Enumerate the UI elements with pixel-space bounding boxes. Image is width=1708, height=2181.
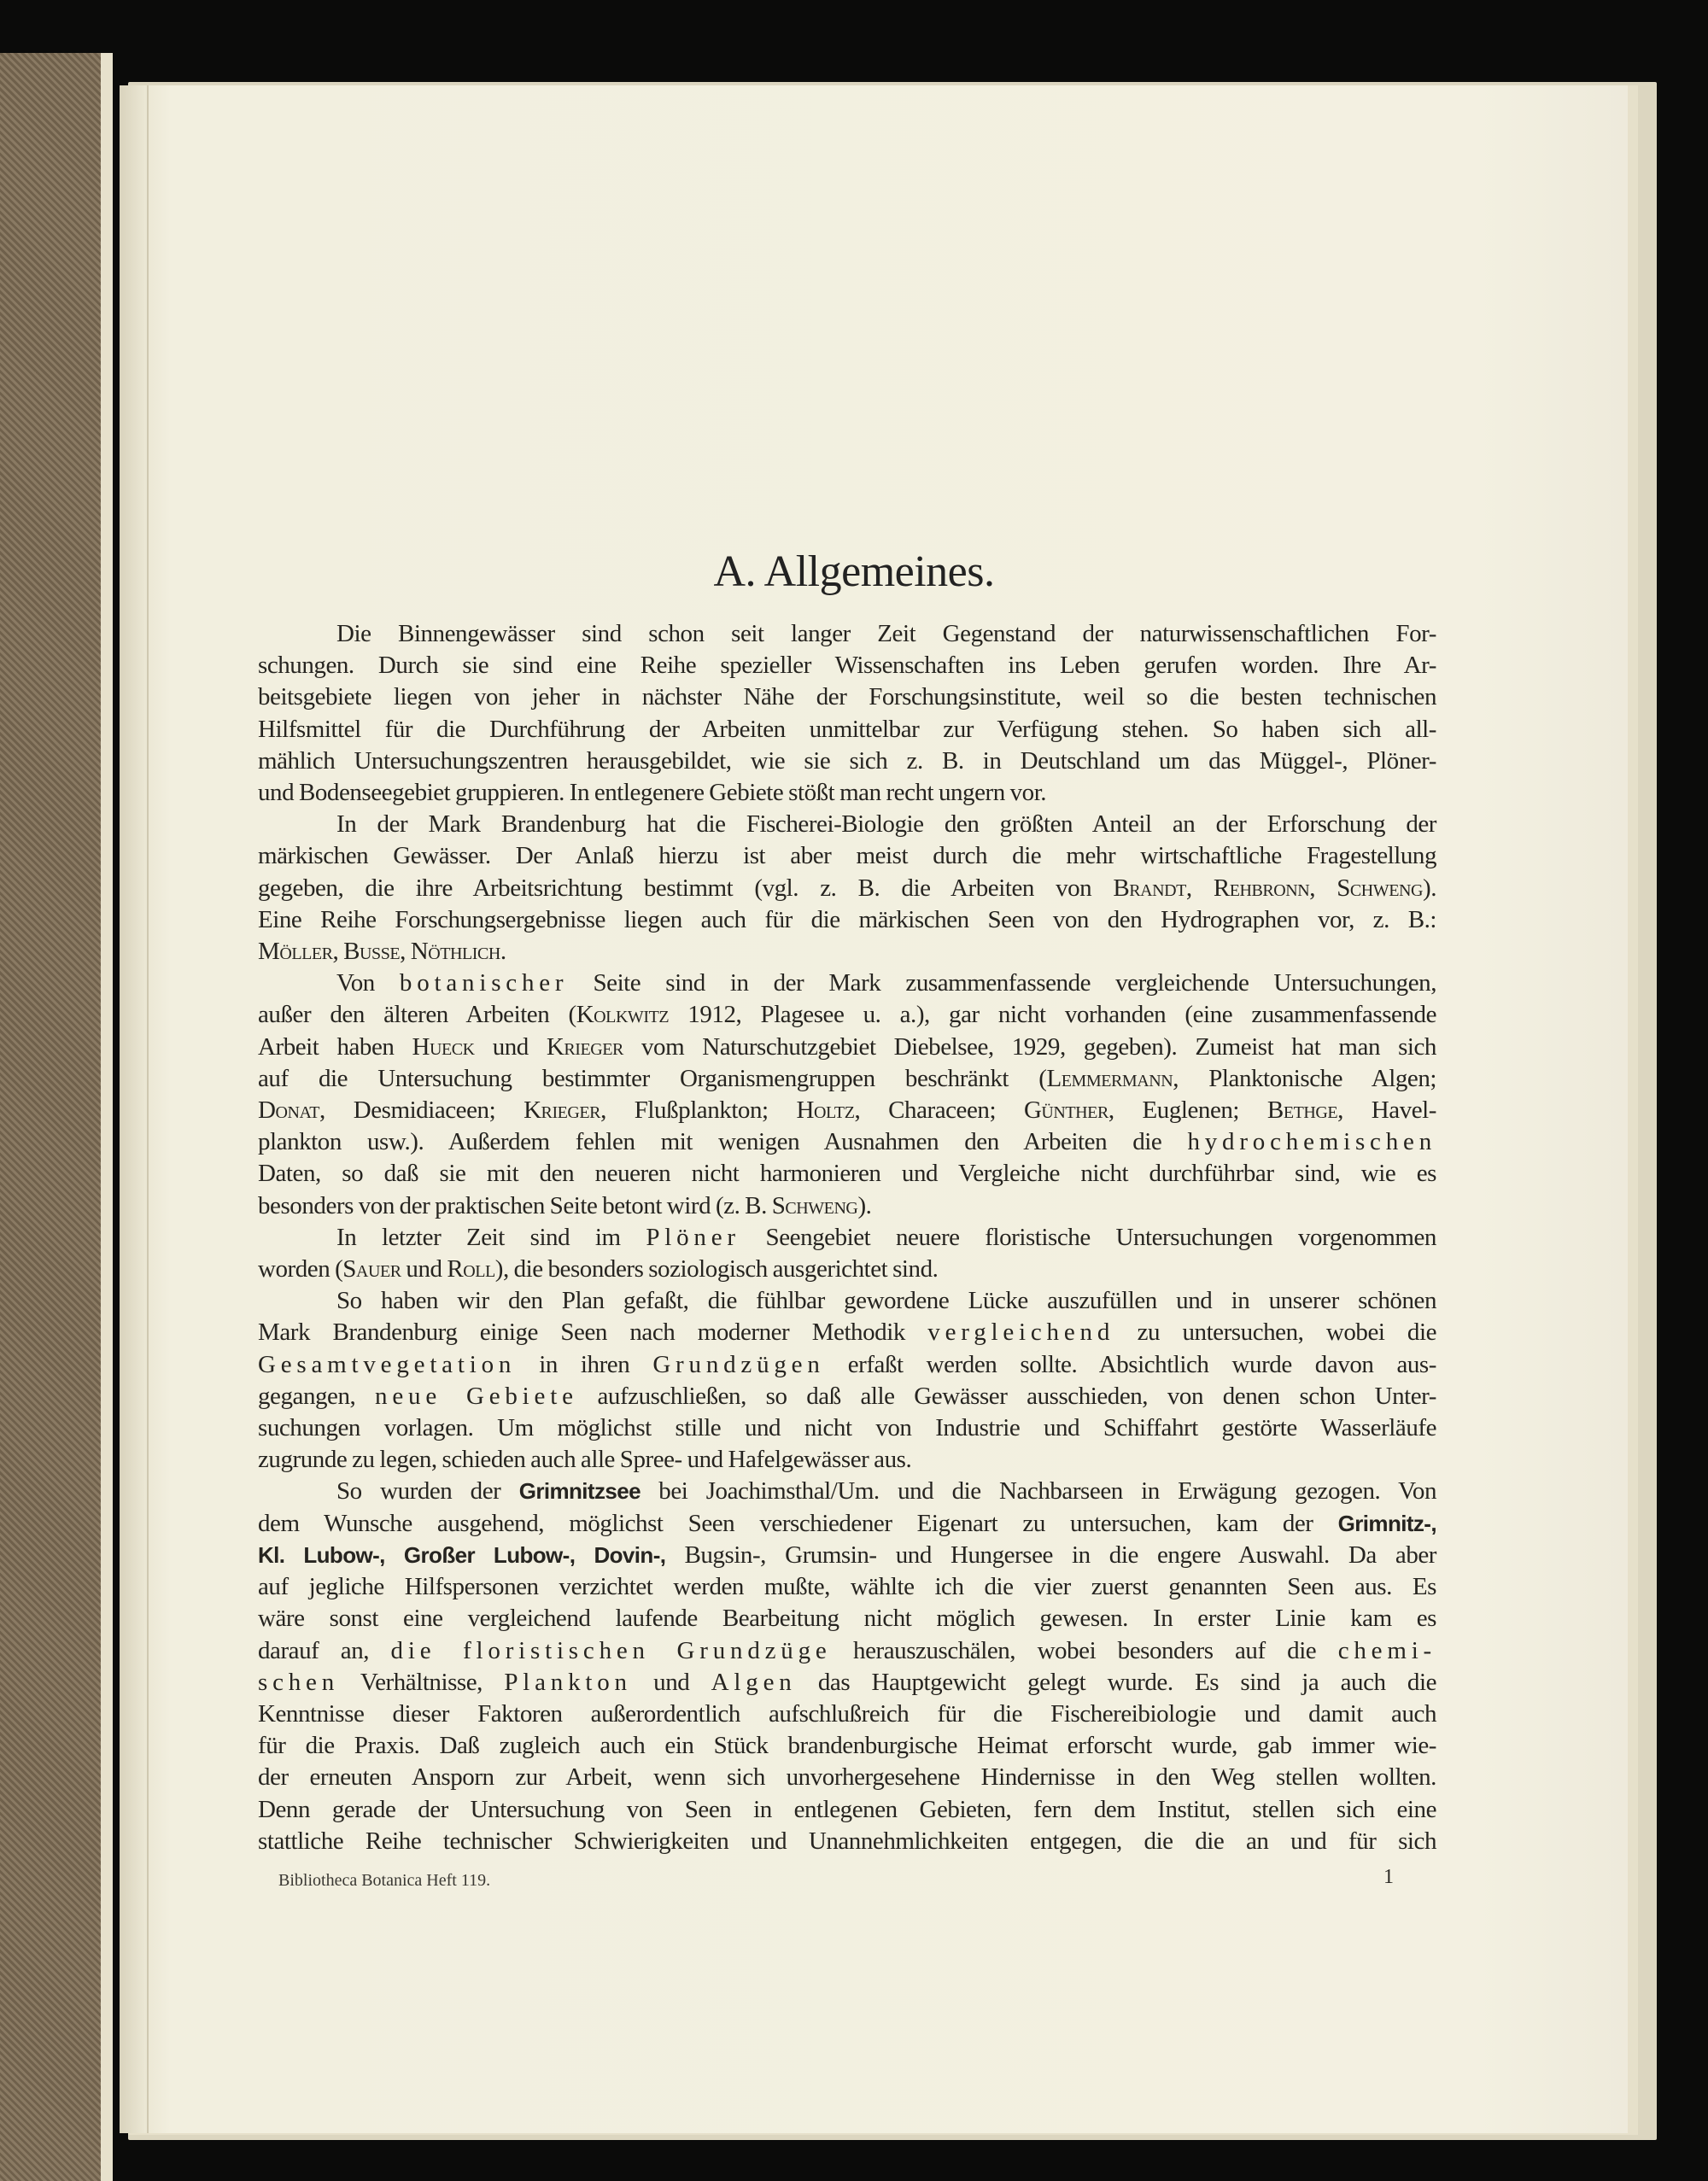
text-line [258, 746, 1436, 777]
text-line [258, 873, 1436, 904]
text-run [575, 1541, 594, 1569]
text-line [258, 1635, 1436, 1667]
text-line [258, 1730, 1436, 1762]
text-run: In letzter Zeit sind im [336, 1223, 646, 1251]
emphasis-spaced: chemi- [1337, 1636, 1437, 1664]
text-line [258, 1254, 1436, 1285]
text-run: das Hauptgewicht gelegt wurde. Es sind ja auch die [796, 1668, 1436, 1696]
text-run: außer den älteren Arbeiten ( [258, 1001, 576, 1029]
text-line [258, 1476, 1436, 1507]
text-line [258, 1826, 1436, 1857]
text-run: für die Praxis. Daß zugleich auch ein Stück brandenburgische Heimat erforscht wurde, gab immer wie- [258, 1732, 1436, 1760]
lake-name-bold: Kl. Lubow-, [258, 1541, 385, 1568]
text-line [258, 809, 1436, 840]
text-line [258, 1381, 1436, 1412]
text-run: ). [857, 1191, 872, 1219]
text-run: vom Naturschutzgebiet Diebelsee, 1929, gegeben). Zumeist hat man sich [623, 1032, 1436, 1061]
text-line [258, 904, 1436, 936]
text-run [385, 1541, 404, 1569]
text-run: So haben wir den Plan gefaßt, die fühlbar gewordene Lücke auszufüllen und in unserer schönen [336, 1287, 1436, 1315]
paragraph [258, 968, 1436, 1222]
text-run: erfaßt werden sollte. Absichtlich wurde davon aus- [824, 1350, 1436, 1378]
author-name: Roll [447, 1255, 495, 1283]
author-name: Busse [343, 938, 401, 966]
text-run: märkischen Gewässer. Der Anlaß hierzu ist aber meist durch die mehr wirtschaftliche Fragestellung [258, 842, 1436, 870]
author-name: Lemmermann [1046, 1064, 1173, 1092]
author-name: Brandt [1113, 874, 1186, 902]
text-run: beitsgebiete liegen von jeher in nächster Nähe der Forschungsinstitute, weil so die besten technischen [258, 683, 1436, 711]
text-line [258, 1508, 1436, 1540]
text-run: in ihren [516, 1350, 653, 1378]
paragraph [258, 1285, 1436, 1476]
body-text [258, 618, 1436, 1857]
text-run: , Planktonische Algen; [1173, 1064, 1436, 1092]
text-run: In der Mark Brandenburg hat die Fischerei-Biologie den größten Anteil an der Erforschung der [336, 810, 1436, 839]
author-name: Nöthlich [410, 938, 500, 966]
text-run: aufzuschließen, so daß alle Gewässer ausschieden, von denen schon Unter- [577, 1382, 1436, 1410]
author-name: Krieger [524, 1096, 601, 1125]
text-run: gegangen, [258, 1382, 376, 1410]
text-line [258, 1444, 1436, 1476]
author-name: Bethge [1266, 1096, 1338, 1125]
text-run: auf die Untersuchung bestimmter Organismengruppen beschränkt ( [258, 1064, 1047, 1092]
emphasis-spaced: Plankton [504, 1668, 632, 1696]
lake-name-bold: Grimnitzsee [518, 1478, 640, 1505]
text-line [258, 777, 1436, 809]
text-line [258, 1032, 1436, 1063]
text-run: auf jegliche Hilfspersonen verzichtet werden mußte, wählte ich die vier zuerst genannten Seen aus. Es [258, 1573, 1436, 1601]
text-run: Mark Brandenburg einige Seen nach moderner Methodik [258, 1319, 928, 1347]
text-run: Eine Reihe Forschungsergebnisse liegen auch für die märkischen Seen von den Hydrographen vor, z. B.: [258, 905, 1436, 933]
text-run: worden ( [258, 1255, 343, 1283]
emphasis-spaced: botanischer [399, 969, 569, 997]
text-line [258, 999, 1436, 1031]
text-run: , Havel- [1337, 1096, 1436, 1125]
author-name: Holtz [796, 1096, 855, 1125]
text-line [258, 1762, 1436, 1793]
paragraph [258, 618, 1436, 809]
text-run: dem Wunsche ausgehend, möglichst Seen verschiedener Eigenart zu untersuchen, kam der [258, 1509, 1338, 1537]
section-title: A. Allgemeines. [713, 547, 995, 596]
author-name: Kolkwitz [576, 1001, 670, 1029]
text-line [258, 1571, 1436, 1603]
text-line [258, 1540, 1436, 1571]
author-name: Schweng [771, 1191, 858, 1219]
text-run: suchungen vorlagen. Um möglichst stille und nicht von Industrie und Schiffahrt gestörte Wasserläufe [258, 1414, 1436, 1442]
text-run: Von [336, 969, 400, 997]
author-name: Rehbronn [1213, 874, 1310, 902]
text-run: , [400, 938, 411, 966]
text-run: darauf an, [258, 1636, 391, 1664]
gutter-line [147, 85, 149, 2133]
text-line [258, 1158, 1436, 1190]
text-run: 1912, Plagesee u. a.), gar nicht vorhanden (eine zusammenfassende [669, 1001, 1436, 1029]
author-name: Günther [1023, 1096, 1108, 1125]
emphasis-spaced: Grundzügen [652, 1350, 825, 1378]
author-name: Krieger [546, 1032, 623, 1061]
text-line [258, 840, 1436, 872]
paragraph [258, 1222, 1436, 1285]
text-line [258, 1412, 1436, 1444]
text-run: ), die besonders soziologisch ausgerichtet sind. [494, 1255, 939, 1283]
series-footer: Bibliotheca Botanica Heft 119. [278, 1870, 491, 1890]
text-run: So wurden der [336, 1477, 519, 1506]
emphasis-spaced: hydrochemischen [1187, 1128, 1436, 1156]
text-run: Kenntnisse dieser Faktoren außerordentlich aufschlußreich für die Fischereibiologie und damit auch [258, 1699, 1436, 1728]
text-run: plankton usw.). Außerdem fehlen mit wenigen Ausnahmen den Arbeiten die [258, 1128, 1188, 1156]
author-name: Hueck [412, 1032, 475, 1061]
text-run: zugrunde zu legen, schieden auch alle Spree- und Hafelgewässer aus. [258, 1446, 912, 1474]
author-name: Sauer [342, 1255, 401, 1283]
text-run: gegeben, die ihre Arbeitsrichtung bestimmt (vgl. z. B. die Arbeiten von [258, 874, 1114, 902]
cover-edge [101, 53, 113, 2181]
text-line [258, 1699, 1436, 1730]
text-run: mählich Untersuchungszentren herausgebildet, wie sie sich z. B. in Deutschland um das Müggel-, Plöner- [258, 746, 1436, 775]
text-run: Die Binnengewässer sind schon seit langer Zeit Gegenstand der naturwissenschaftlichen For- [336, 620, 1436, 647]
text-run: Arbeit haben [258, 1032, 412, 1061]
lake-name-bold: Großer Lubow-, [403, 1541, 576, 1568]
text-run: , Desmidiaceen; [319, 1096, 524, 1125]
text-run: Seite sind in der Mark zusammenfassende vergleichende Untersuchungen, [568, 969, 1436, 997]
page-footer [258, 1859, 1436, 1893]
text-run: Verhältnisse, [339, 1668, 505, 1696]
text-line [258, 1285, 1436, 1317]
emphasis-spaced: Algen [711, 1668, 797, 1696]
text-line [258, 1794, 1436, 1826]
paragraph [258, 1476, 1436, 1856]
text-line [258, 1222, 1436, 1254]
emphasis-spaced: Plöner [646, 1223, 740, 1251]
text-run: und [474, 1032, 547, 1061]
text-run: , Characeen; [854, 1096, 1024, 1125]
text-run: , [332, 938, 344, 966]
lake-name-bold: Grimnitz-, [1337, 1510, 1436, 1536]
text-line [258, 650, 1436, 681]
text-column [258, 618, 1436, 1893]
text-run: stattliche Reihe technischer Schwierigkeiten und Unannehmlichkeiten entgegen, die die an und für sich [258, 1827, 1436, 1855]
text-run: herauszuschälen, wobei besonders auf die [831, 1636, 1338, 1664]
author-name: Donat [258, 1096, 320, 1125]
text-run: besonders von der praktischen Seite betont wird (z. B. [258, 1191, 772, 1219]
text-run: ). [1422, 874, 1436, 902]
text-line [258, 1126, 1436, 1158]
text-line [258, 1095, 1436, 1126]
emphasis-spaced: Gesamtvegetation [258, 1350, 517, 1378]
text-run: und [631, 1668, 711, 1696]
emphasis-spaced: schen [258, 1668, 340, 1696]
text-line [258, 968, 1436, 999]
lake-name-bold: Dovin-, [594, 1541, 666, 1568]
author-name: Möller [258, 938, 333, 966]
text-run: und [401, 1255, 447, 1283]
text-line [258, 1349, 1436, 1381]
page-number: 1 [1383, 1865, 1394, 1888]
text-line [258, 681, 1436, 713]
text-run: bei Joachimsthal/Um. und die Nachbarseen in Erwägung gezogen. Von [640, 1477, 1436, 1506]
text-line [258, 1603, 1436, 1634]
text-line [258, 618, 1436, 650]
text-run: , Euglenen; [1108, 1096, 1267, 1125]
text-line [258, 1317, 1436, 1348]
text-line [258, 1063, 1436, 1095]
text-run: Denn gerade der Untersuchung von Seen in entlegenen Gebieten, fern dem Institut, stellen sich eine [258, 1795, 1436, 1823]
author-name: Schweng [1337, 874, 1423, 902]
text-run: , [1309, 874, 1337, 902]
paragraph [258, 809, 1436, 968]
text-run: zu untersuchen, wobei die [1114, 1319, 1436, 1347]
text-line [258, 714, 1436, 746]
text-run: schungen. Durch sie sind eine Reihe spezieller Wissenschaften ins Leben gerufen worden. Ihre Ar- [258, 652, 1436, 680]
text-line [258, 1190, 1436, 1222]
text-run: . [500, 938, 506, 966]
text-run: wäre sonst eine vergleichend laufende Bearbeitung nicht möglich gewesen. In erster Linie kam es [258, 1605, 1436, 1633]
text-line [258, 936, 1436, 968]
text-run: , [1185, 874, 1214, 902]
book-cover-binding [0, 53, 109, 2181]
text-run: Bugsin-, Grumsin- und Hungersee in die engere Auswahl. Da aber [665, 1541, 1437, 1569]
text-line [258, 1667, 1436, 1699]
emphasis-spaced: die floristischen Grundzüge [390, 1636, 832, 1664]
text-run: Hilfsmittel für die Durchführung der Arbeiten unmittelbar zur Verfügung stehen. So haben sich all- [258, 715, 1436, 743]
text-run: der erneuten Ansporn zur Arbeit, wenn sich unvorhergesehene Hindernisse in den Weg stellen wollten. [258, 1763, 1436, 1792]
text-run: , Flußplankton; [600, 1096, 797, 1125]
text-run: Daten, so daß sie mit den neueren nicht harmonieren und Vergleiche nicht durchführbar sind, wie es [258, 1160, 1436, 1188]
emphasis-spaced: vergleichend [927, 1319, 1115, 1347]
text-run: und Bodenseegebiet gruppieren. In entlegenere Gebiete stößt man recht ungern vor. [258, 779, 1047, 807]
emphasis-spaced: neue Gebiete [375, 1382, 578, 1410]
text-run: Seengebiet neuere floristische Untersuchungen vorgenommen [740, 1223, 1436, 1251]
